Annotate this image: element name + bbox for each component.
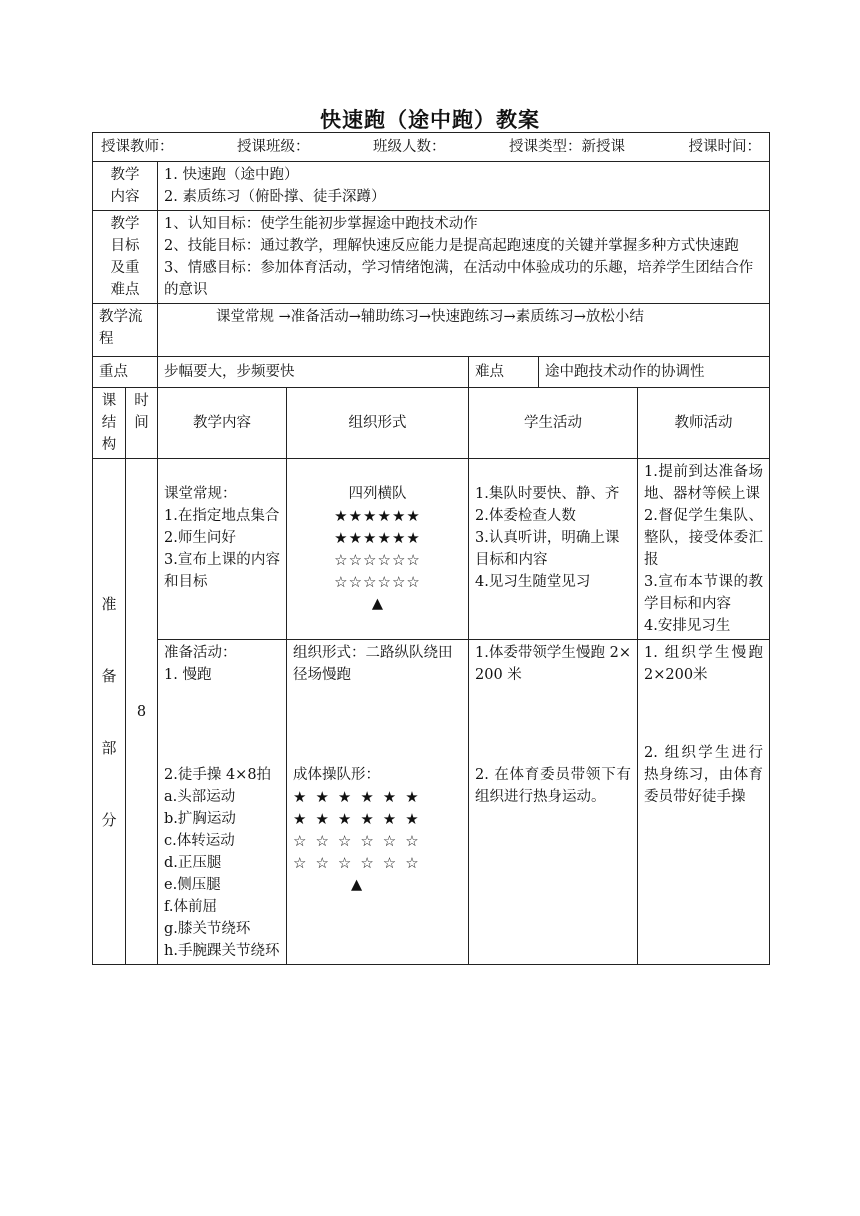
- formation-title: 成体操队形：: [293, 767, 380, 783]
- formation-row: ☆☆☆☆☆☆: [293, 832, 428, 850]
- student-line: 1.体委带领学生慢跑 2×200 米: [475, 645, 631, 683]
- type-label: 授课类型：新授课: [509, 139, 625, 155]
- column-header-row: [93, 388, 770, 459]
- teacher-line: 2.督促学生集队、整队，接受体委汇报: [644, 508, 764, 568]
- goal-item: 3、情感目标：参加体育活动，学习情绪饱满，在活动中体验成功的乐趣，培养学生团结合作的意识: [164, 260, 754, 298]
- content-line: 2.师生问好: [164, 530, 236, 546]
- col-teacher: 教师活动: [638, 388, 770, 459]
- content-line: 准备活动：: [164, 645, 237, 661]
- student-line: 3.认真听讲，明确上课目标和内容: [475, 530, 620, 568]
- student-line: 4.见习生随堂见习: [475, 574, 591, 590]
- class-label: 授课班级：: [237, 139, 310, 155]
- flow-label: 教学流程: [93, 304, 158, 357]
- goals-row: [93, 211, 770, 304]
- content-line: g.膝关节绕环: [164, 921, 251, 937]
- goal-item: 1、认知目标：使学生能初步掌握途中跑技术动作: [164, 216, 478, 232]
- content-line: 3.宣布上课的内容和目标: [164, 552, 280, 590]
- formation-desc: 组织形式：二路纵队绕田径场慢跑: [293, 645, 453, 683]
- col-structure: 课结构: [93, 388, 126, 459]
- goals-label: 教学目标及重难点: [93, 211, 158, 304]
- formation-row: ☆☆☆☆☆☆: [334, 551, 421, 569]
- difficulty-label: 难点: [469, 357, 539, 388]
- page-title: 快速跑（途中跑）教案: [320, 107, 540, 132]
- content-line: 1.在指定地点集合: [164, 508, 280, 524]
- formation-row: ★★★★★★: [334, 529, 421, 547]
- content-line: 2.徒手操 4×8拍: [164, 767, 272, 783]
- content-line: e.侧压腿: [164, 877, 221, 893]
- content-line: 课堂常规：: [164, 486, 237, 502]
- flow-text: 课堂常规 →准备活动→辅助练习→快速跑练习→素质练习→放松小结: [158, 304, 770, 357]
- content-label: 教学内容: [93, 162, 158, 211]
- difficulty-text: 途中跑技术动作的协调性: [539, 357, 770, 388]
- student-line: 2. 在体育委员带领下有组织进行热身运动。: [475, 767, 631, 805]
- teacher-line: 2. 组织学生进行热身练习，由体育委员带好徒手操: [644, 745, 764, 805]
- key-text: 步幅要大，步频要快: [158, 357, 469, 388]
- section-time: 8: [126, 459, 158, 965]
- teacher-label: 授课教师：: [101, 139, 174, 155]
- teacher-position-icon: ▲: [371, 596, 384, 612]
- count-label: 班级人数：: [373, 139, 446, 155]
- formation-row: ★★★★★★: [293, 810, 428, 828]
- content-row: [93, 162, 770, 211]
- time-label: 授课时间：: [688, 139, 761, 155]
- flow-row: [93, 304, 770, 357]
- col-content: 教学内容: [158, 388, 287, 459]
- key-label: 重点: [93, 357, 158, 388]
- goal-item: 2、技能目标：通过教学，理解快速反应能力是提高起跑速度的关键并掌握多种方式快速跑: [164, 238, 739, 254]
- teacher-line: 4.安排见习生: [644, 618, 731, 634]
- col-time: 时间: [126, 388, 158, 459]
- teacher-line: 1. 组织学生慢跑 2×200米: [644, 645, 764, 683]
- col-form: 组织形式: [287, 388, 469, 459]
- header-row: [93, 133, 770, 162]
- content-line: c.体转运动: [164, 833, 235, 849]
- content-item: 1. 快速跑（途中跑）: [164, 167, 299, 183]
- section-label: [93, 459, 126, 965]
- content-line: a.头部运动: [164, 789, 236, 805]
- formation-row: ★★★★★★: [293, 788, 428, 806]
- formation-row: ☆☆☆☆☆☆: [293, 854, 428, 872]
- teacher-line: 1.提前到达准备场地、器材等候上课: [644, 464, 764, 502]
- formation-row: ★★★★★★: [334, 507, 421, 525]
- prep-row-routine: [93, 459, 770, 640]
- student-line: 1.集队时要快、静、齐: [475, 486, 620, 502]
- col-student: 学生活动: [469, 388, 638, 459]
- prep-row-warmup: [93, 640, 770, 965]
- section-text: 准备部分: [101, 594, 117, 829]
- content-line: d.正压腿: [164, 855, 222, 871]
- key-row: [93, 357, 770, 388]
- content-line: 1. 慢跑: [164, 667, 212, 683]
- teacher-line: 3.宣布本节课的教学目标和内容: [644, 574, 764, 612]
- lesson-plan-table: [92, 132, 770, 965]
- student-line: 2.体委检查人数: [475, 508, 576, 524]
- content-line: h.手腕踝关节绕环: [164, 943, 280, 959]
- content-line: b.扩胸运动: [164, 811, 236, 827]
- content-line: f.体前屈: [164, 899, 217, 915]
- content-item: 2. 素质练习（俯卧撑、徒手深蹲）: [164, 189, 386, 205]
- formation-row: ☆☆☆☆☆☆: [334, 573, 421, 591]
- teacher-position-icon: ▲: [351, 877, 363, 893]
- formation-title: 四列横队: [348, 486, 407, 502]
